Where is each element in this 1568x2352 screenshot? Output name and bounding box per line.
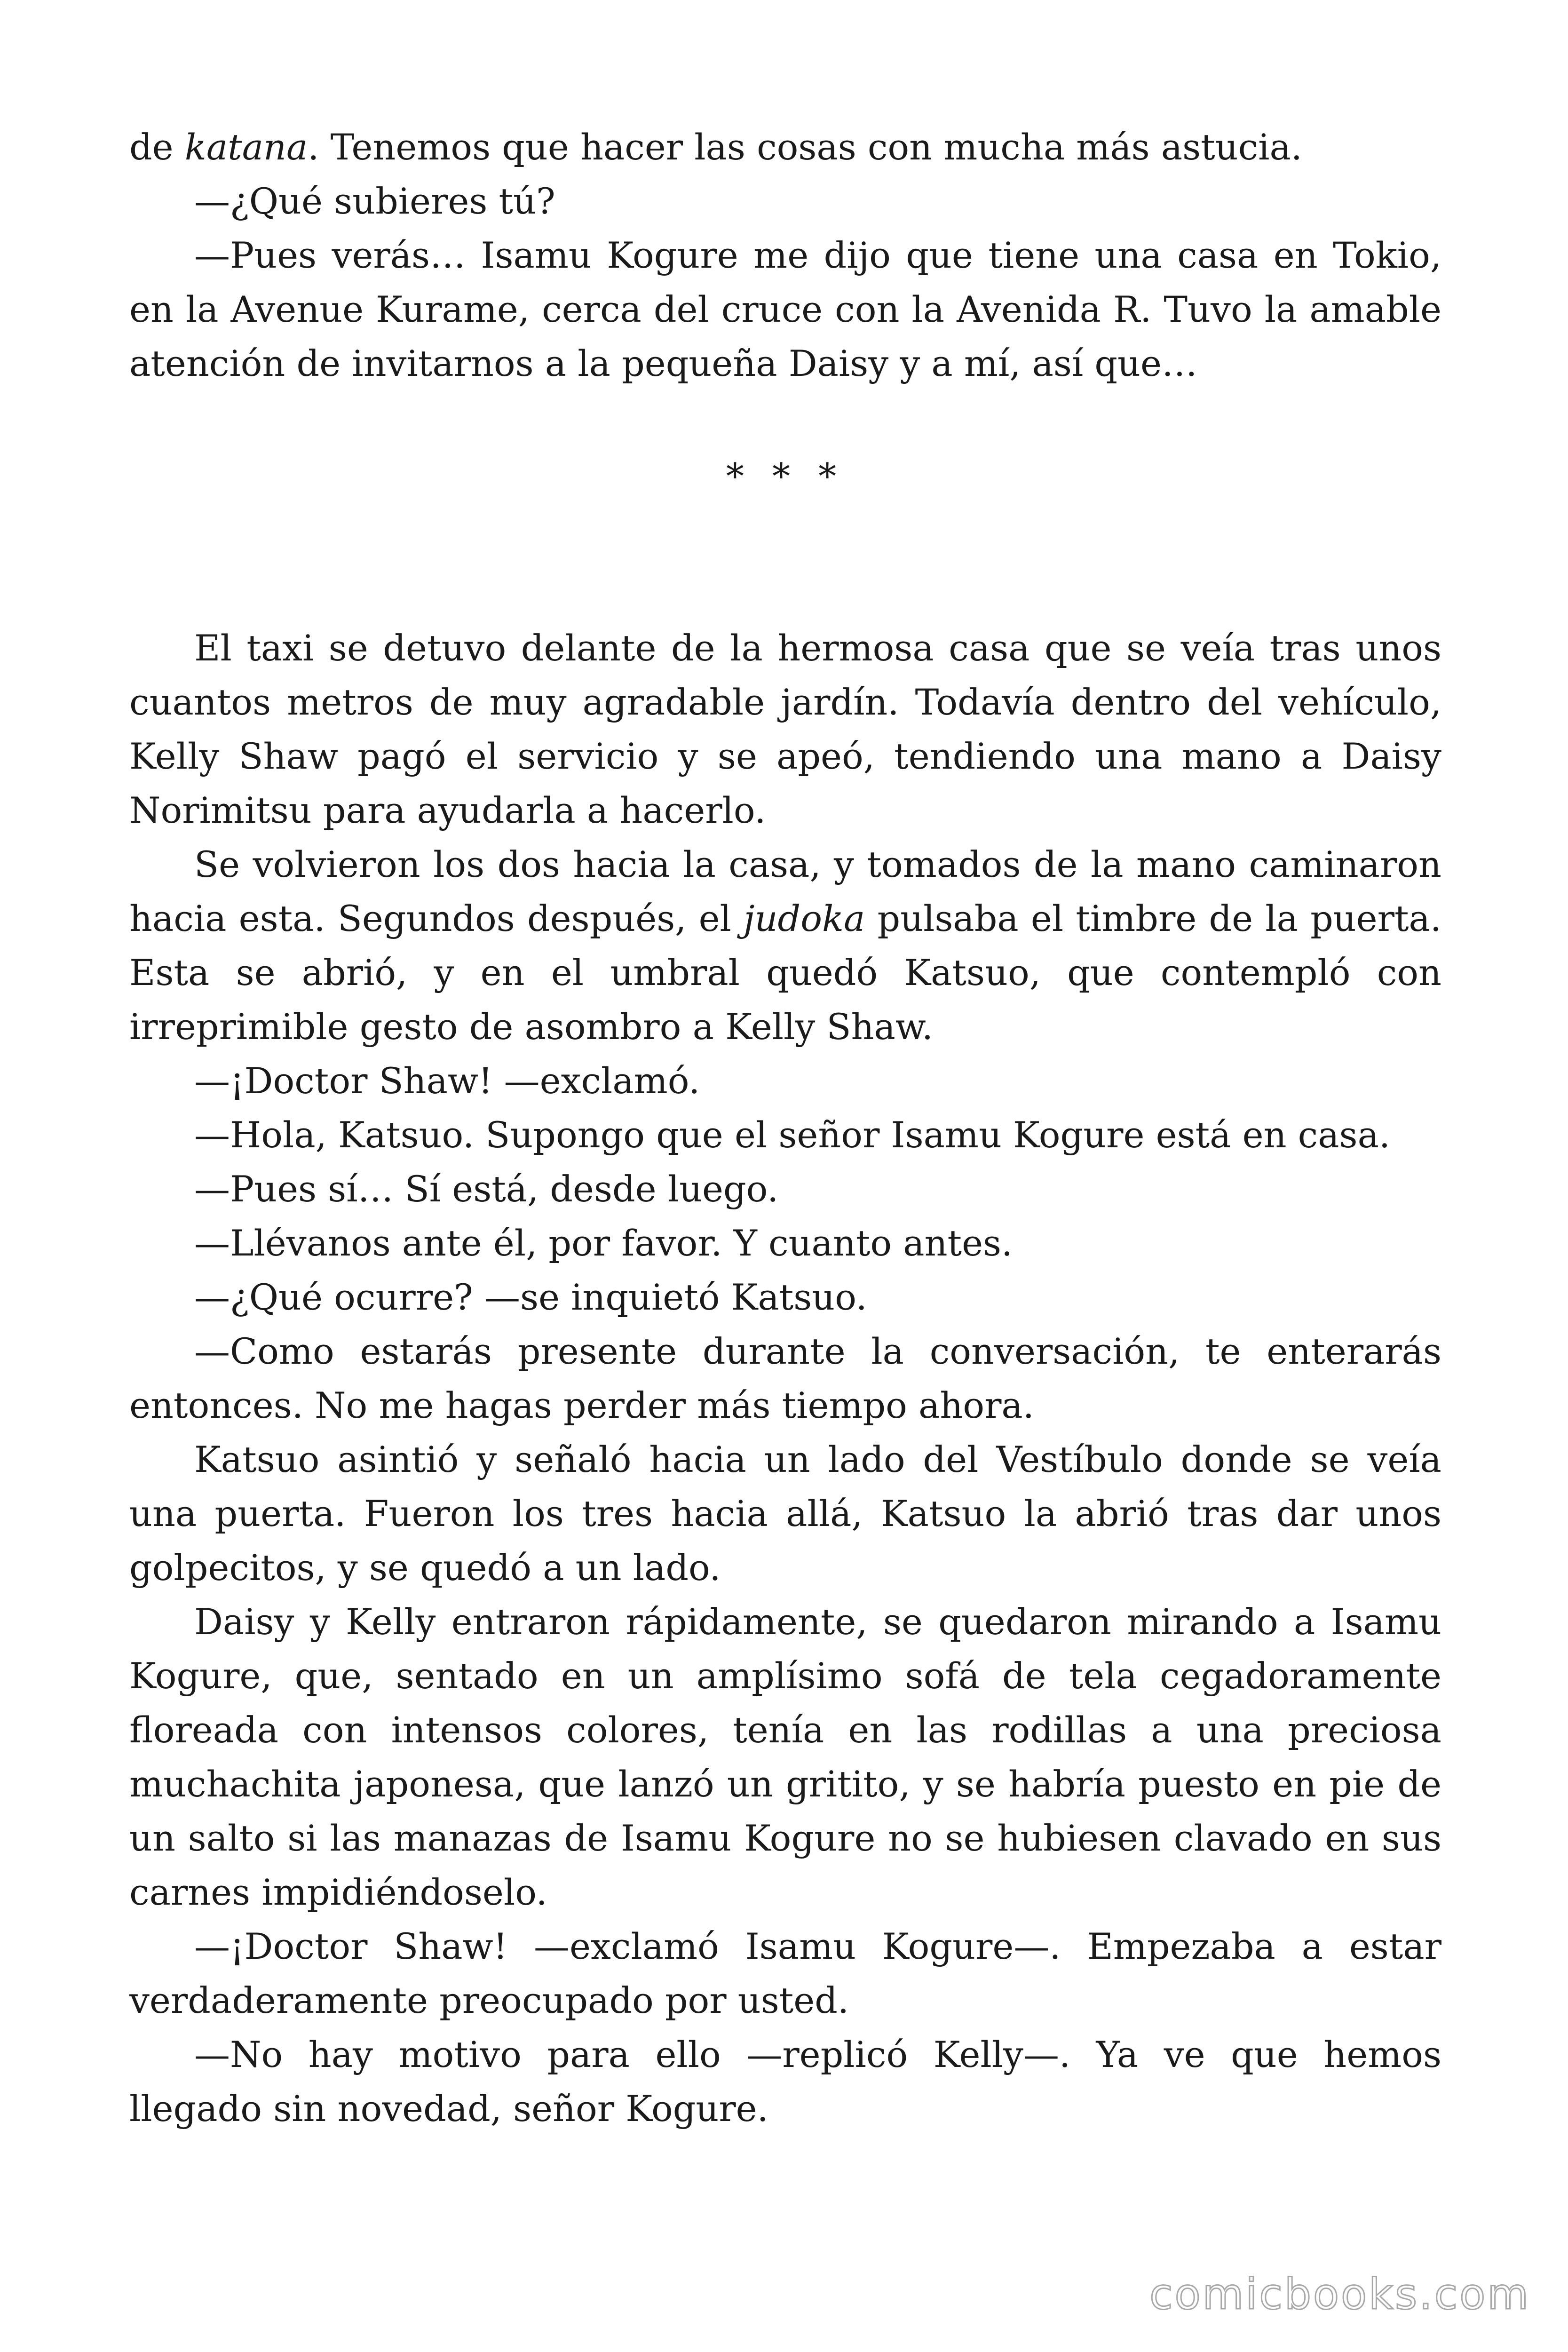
italic-word: katana xyxy=(184,126,308,168)
paragraph: —¿Qué ocurre? —se inquietó Katsuo. xyxy=(194,1276,867,1318)
paragraph: Katsuo asintió y señaló hacia un lado del Vestíbulo donde se veía una puerta. Fueron los tres hacia allá, Katsuo la abrió tras dar unos golpecitos, y se quedó a un lado. xyxy=(129,1438,1441,1589)
watermark: comicbooks.com xyxy=(1149,2270,1530,2319)
paragraph: —Llévanos ante él, por favor. Y cuanto antes. xyxy=(194,1222,1013,1264)
italic-word: judoka xyxy=(744,898,865,939)
paragraph: —Hola, Katsuo. Supongo que el señor Isamu Kogure está en casa. xyxy=(194,1114,1391,1156)
paragraph: Daisy y Kelly entraron rápidamente, se quedaron mirando a Isamu Kogure, que, sentado en un amplísimo sofá de tela cegadoramente floreada con intensos colores, tenía en las rodillas a una preciosa muchachita japonesa, que lanzó un gritito, y se habría puesto en pie de un salto si las manazas de Isamu Kogure no se hubiesen clavado en sus carnes impidiéndoselo. xyxy=(129,1601,1441,1913)
paragraph xyxy=(129,120,1441,174)
paragraph: —¡Doctor Shaw! —exclamó Isamu Kogure—. Empezaba a estar verdaderamente preocupado por usted. xyxy=(129,1925,1441,2021)
paragraph: El taxi se detuvo delante de la hermosa casa que se veía tras unos cuantos metros de muy agradable jardín. Todavía dentro del vehículo, Kelly Shaw pagó el servicio y se apeó, tendiendo una mano a Daisy Norimitsu para ayudarla a hacerlo. xyxy=(129,627,1441,831)
paragraph: —No hay motivo para ello —replicó Kelly—. Ya ve que hemos llegado sin novedad, señor Kogure. xyxy=(129,2034,1441,2130)
paragraph: —Pues sí… Sí está, desde luego. xyxy=(194,1168,779,1210)
text-run: de xyxy=(129,126,185,168)
section-separator: * * * xyxy=(726,455,845,497)
paragraph xyxy=(129,837,1441,1054)
paragraph: —Pues verás… Isamu Kogure me dijo que tiene una casa en Tokio, en la Avenue Kurame, cerca del cruce con la Avenida R. Tuvo la amable atención de invitarnos a la pequeña Daisy y a mí, así que… xyxy=(129,234,1441,384)
page-text xyxy=(129,120,1441,2136)
text-run: . Tenemos que hacer las cosas con mucha más astucia. xyxy=(308,126,1302,168)
paragraph: —Como estarás presente durante la conversación, te enterarás entonces. No me hagas perder más tiempo ahora. xyxy=(129,1330,1441,1426)
paragraph: —¿Qué subieres tú? xyxy=(194,180,555,222)
text-run: pulsaba el timbre de la puerta. Esta se abrió, y en el umbral quedó Katsuo, que contempló con irreprimible gesto de asombro a Kelly Shaw. xyxy=(129,898,1441,1048)
text-run: Se volvieron los dos hacia la casa, y tomados de la mano caminaron hacia esta. Segundos después, el xyxy=(129,843,1441,939)
paragraph: —¡Doctor Shaw! —exclamó. xyxy=(194,1060,700,1102)
